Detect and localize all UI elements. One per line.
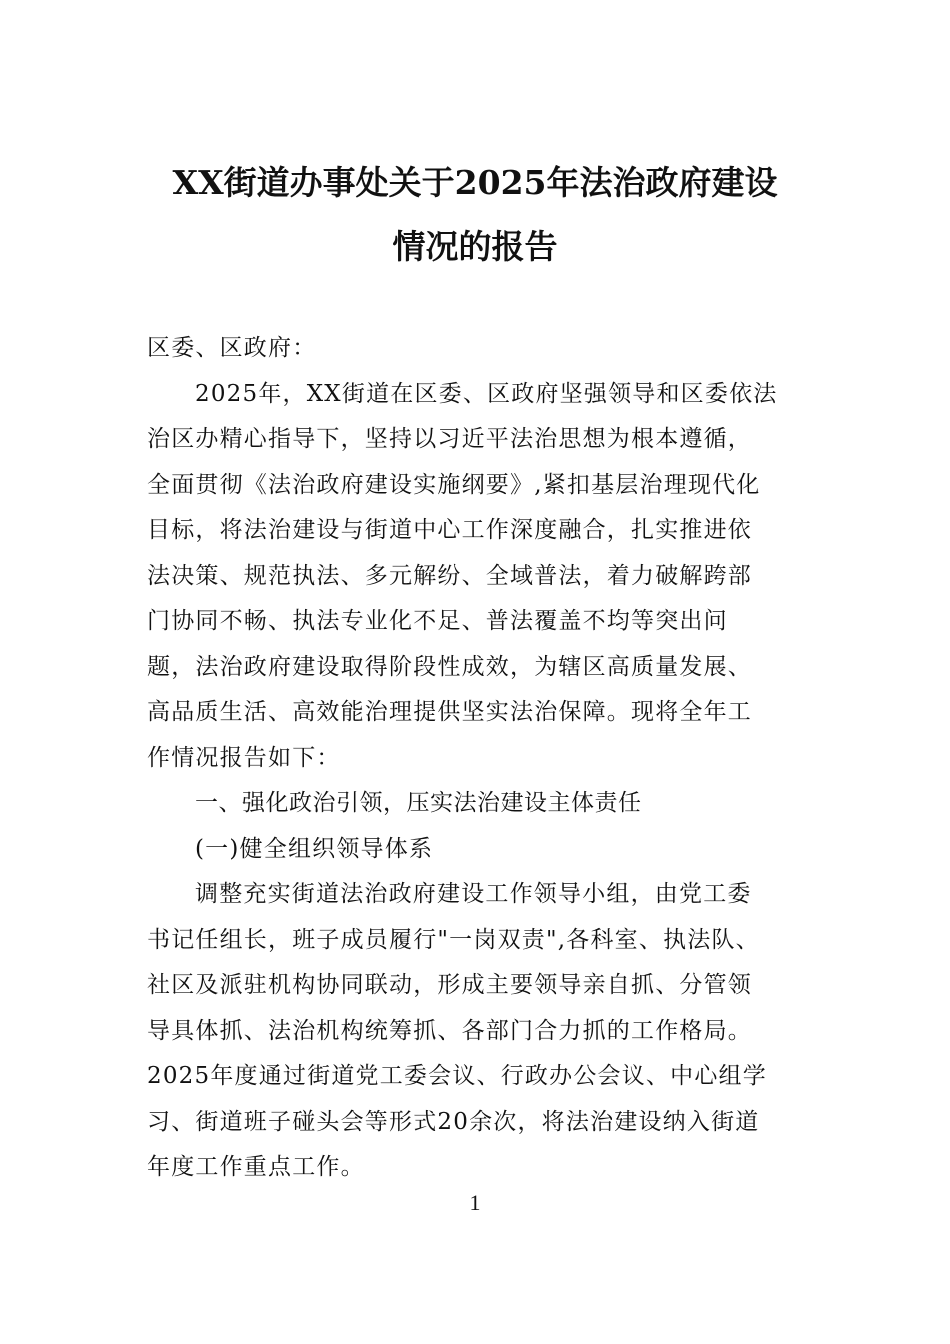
intro-line-2: 治区办精心指导下，坚持以习近平法治思想为根本遵循， <box>147 426 752 452</box>
page-number: 1 <box>469 1190 481 1215</box>
body-line-2: 书记任组长，班子成员履行"一岗双责",各科室、执法队、 <box>147 926 760 953</box>
intro-line-1: 2025年，XX街道在区委、区政府坚强领导和区委依法 <box>195 380 778 407</box>
section-heading-1: 一、强化政治引领，压实法治建设主体责任 <box>195 790 642 816</box>
subsection-heading-1: (一)健全组织领导体系 <box>195 835 434 862</box>
intro-line-9: 作情况报告如下： <box>147 744 341 771</box>
body-line-4: 导具体抓、法治机构统筹抓、各部门合力抓的工作格局。 <box>147 1017 752 1044</box>
intro-line-7: 题，法治政府建设取得阶段性成效，为辖区高质量发展、 <box>147 653 752 680</box>
document-title-line-1: XX街道办事处关于2025年法治政府建设 <box>172 163 778 202</box>
intro-line-6: 门协同不畅、执法专业化不足、普法覆盖不均等突出问 <box>147 608 728 634</box>
intro-line-5: 法决策、规范执法、多元解纷、全域普法，着力破解跨部 <box>147 562 752 589</box>
body-line-3: 社区及派驻机构协同联动，形成主要领导亲自抓、分管领 <box>147 972 752 998</box>
document-body <box>147 326 807 1191</box>
salutation: 区委、区政府： <box>147 335 317 361</box>
body-line-5: 2025年度通过街道党工委会议、行政办公会议、中心组学 <box>147 1063 767 1089</box>
intro-line-3: 全面贯彻《法治政府建设实施纲要》,紧扣基层治理现代化 <box>147 471 761 498</box>
body-line-6: 习、街道班子碰头会等形式20余次，将法治建设纳入街道 <box>147 1108 760 1135</box>
document-title-line-2: 情况的报告 <box>392 227 558 266</box>
body-line-7: 年度工作重点工作。 <box>147 1154 365 1180</box>
intro-line-4: 目标，将法治建设与街道中心工作深度融合，扎实推进依 <box>147 517 752 543</box>
body-line-1: 调整充实街道法治政府建设工作领导小组，由党工委 <box>195 881 752 907</box>
intro-line-8: 高品质生活、高效能治理提供坚实法治保障。现将全年工 <box>147 699 752 725</box>
